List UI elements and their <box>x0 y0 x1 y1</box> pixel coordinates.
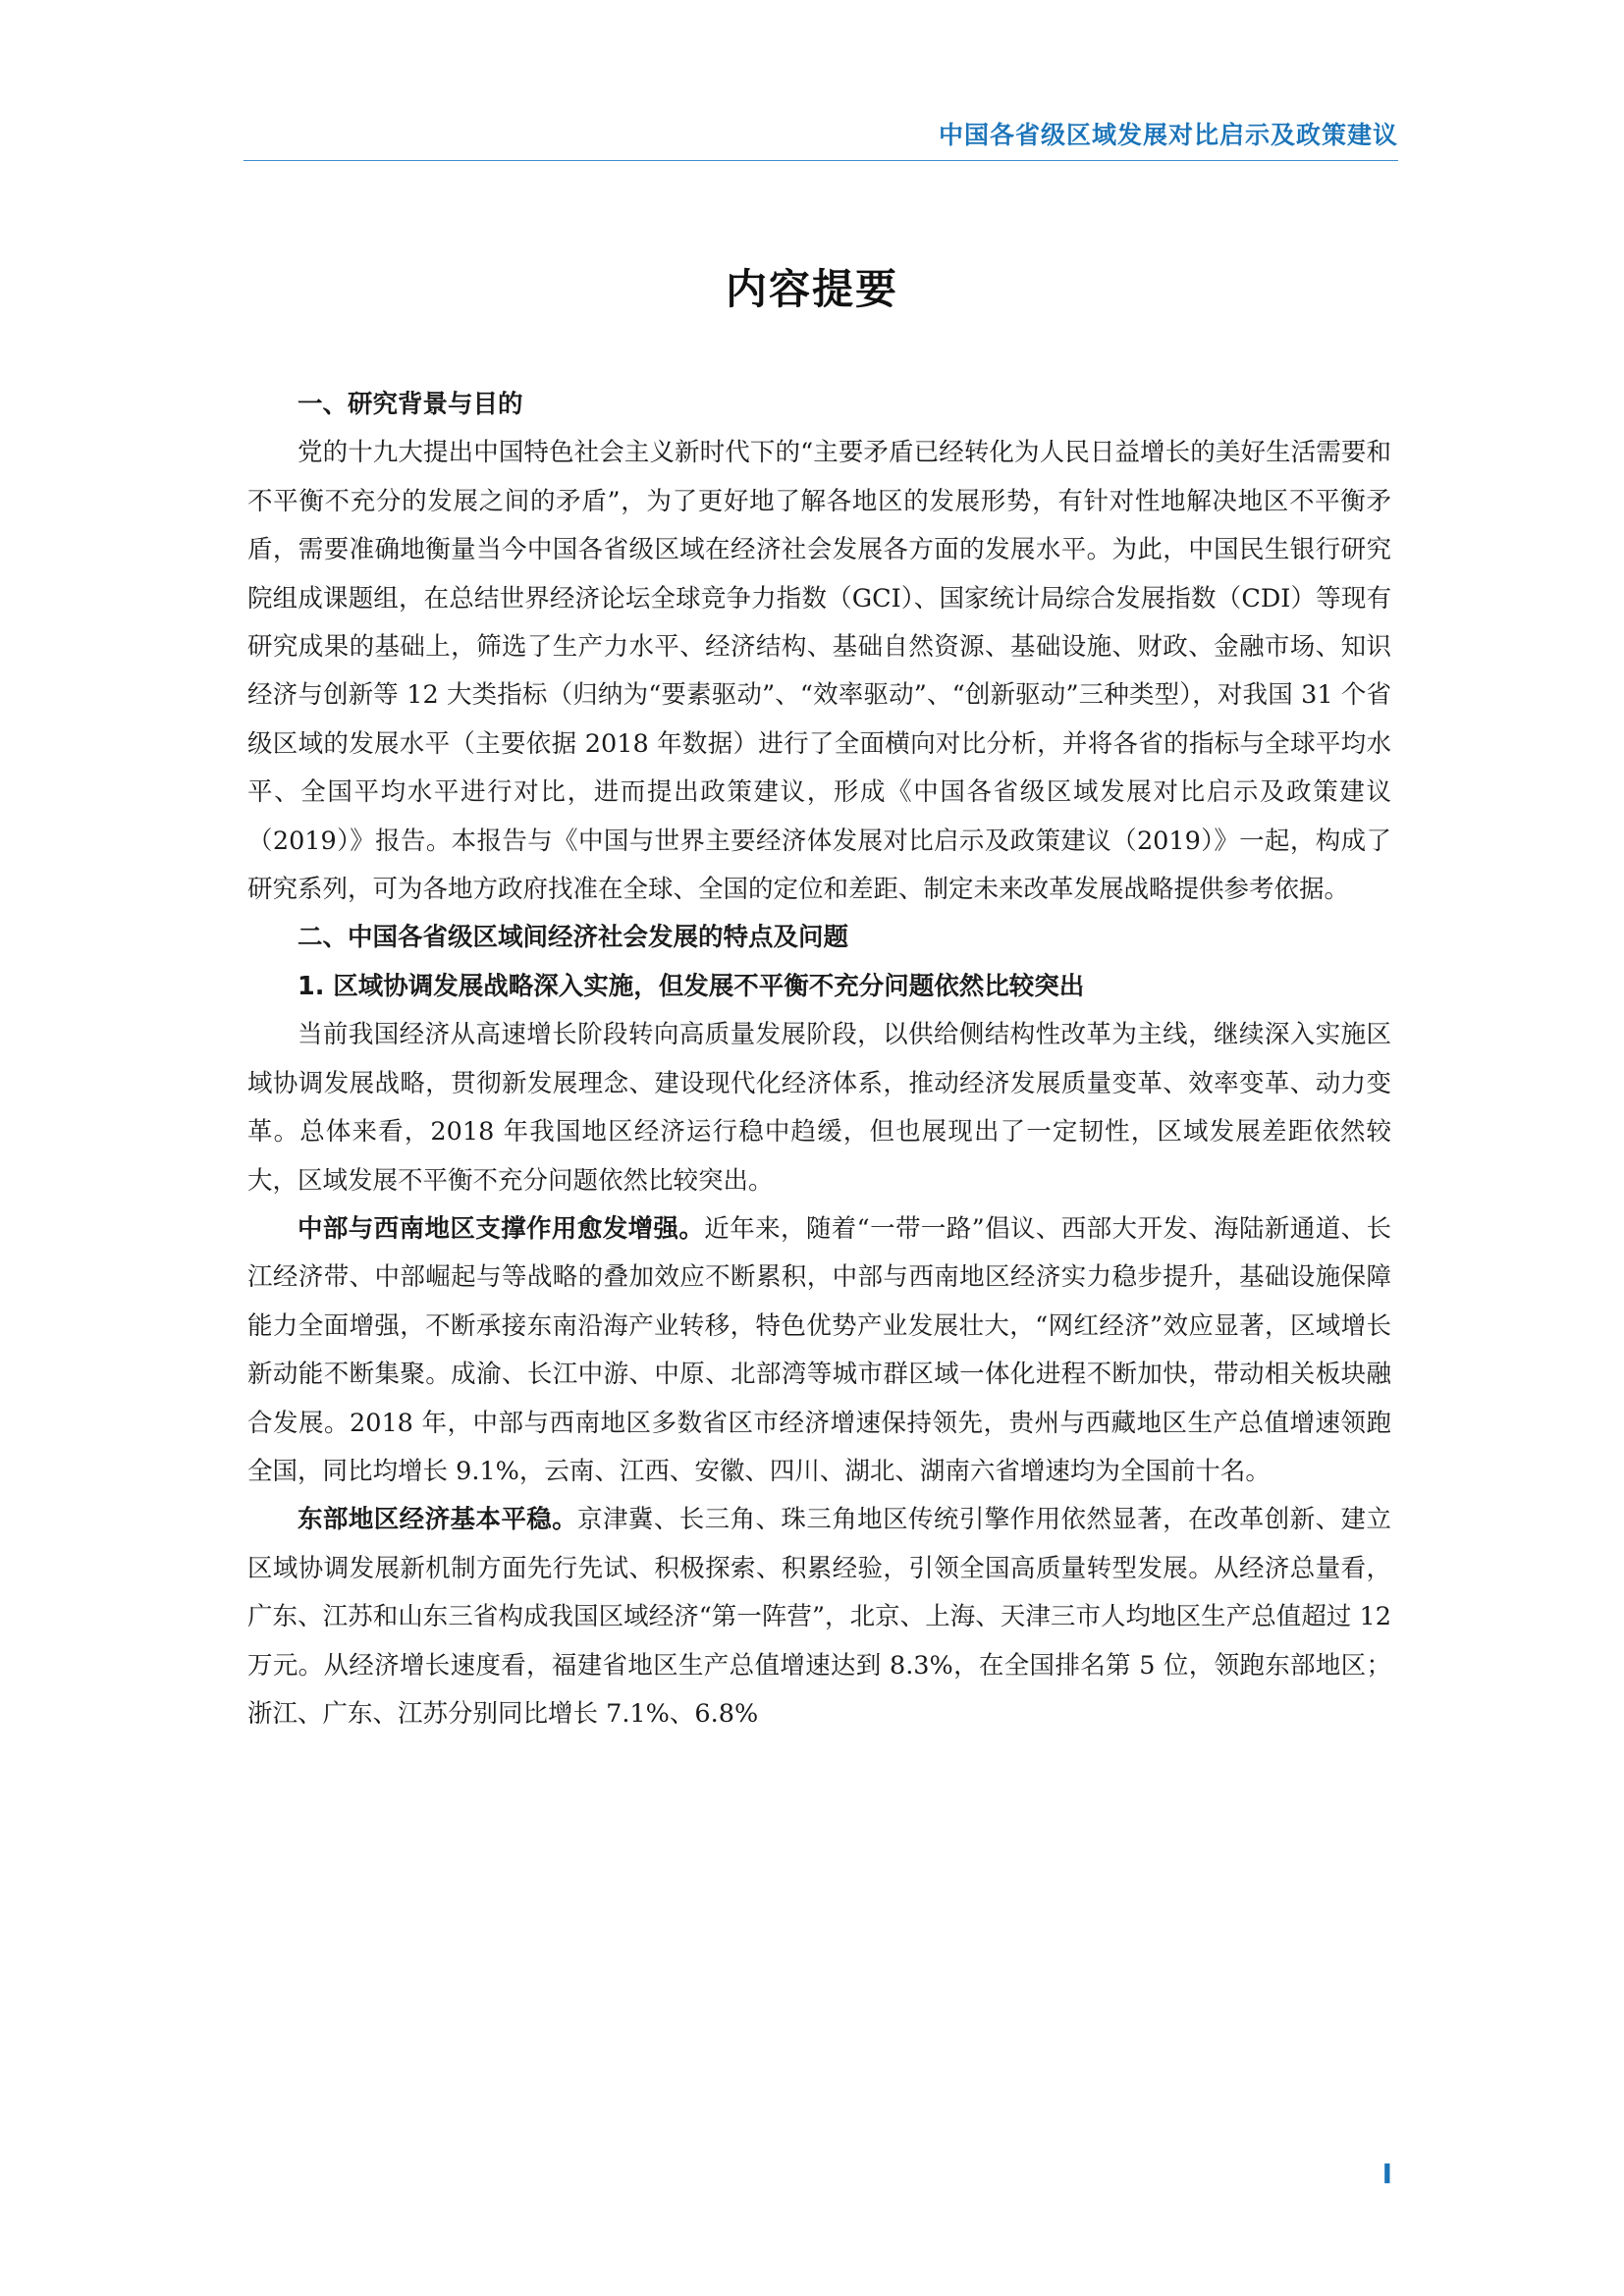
header-divider <box>244 160 1398 161</box>
paragraph-background: 党的十九大提出中国特色社会主义新时代下的“主要矛盾已经转化为人民日益增长的美好生活需要和不平衡不充分的发展之间的矛盾”，为了更好地了解各地区的发展形势，有针对性地解决地区不平衡矛盾，需要准确地衡量当今中国各省级区域在经济社会发展各方面的发展水平。为此，中国民生银行研究院组成课题组，在总结世界经济论坛全球竞争力指数（GCI）、国家统计局综合发展指数（CDI）等现有研究成果的基础上，筛选了生产力水平、经济结构、基础自然资源、基础设施、财政、金融市场、知识经济与创新等 12 大类指标（归纳为“要素驱动”、“效率驱动”、“创新驱动”三种类型），对我国 31 个省级区域的发展水平（主要依据 2018 年数据）进行了全面横向对比分析，并将各省的指标与全球平均水平、全国平均水平进行对比，进而提出政策建议，形成《中国各省级区域发展对比启示及政策建议（2019）》报告。本报告与《中国与世界主要经济体发展对比启示及政策建议（2019）》一起，构成了研究系列，可为各地方政府找准在全球、全国的定位和差距、制定未来改革发展战略提供参考依据。 <box>247 438 1391 905</box>
page-title: 内容提要 <box>725 265 898 313</box>
paragraph-overview: 当前我国经济从高速增长阶段转向高质量发展阶段，以供给侧结构性改革为主线，继续深入实施区域协调发展战略，贯彻新发展理念、建设现代化经济体系，推动经济发展质量变革、效率变革、动力变革。总体来看，2018 年我国地区经济运行稳中趋缓，但也展现出了一定韧性，区域发展差距依然较大，区域发展不平衡不充分问题依然比较突出。 <box>247 1020 1391 1196</box>
paragraph-lead: 中部与西南地区支撑作用愈发增强。 <box>298 1213 705 1244</box>
paragraph-lead: 东部地区经济基本平稳。 <box>298 1505 578 1535</box>
paragraph-text: 近年来，随着“一带一路”倡议、西部大开发、海陆新通道、长江经济带、中部崛起与等战略的叠加效应不断累积，中部与西南地区经济实力稳步提升，基础设施保障能力全面增强，不断承接东南沿海产业转移，特色优势产业发展壮大，“网红经济”效应显著，区域增长新动能不断集聚。成渝、长江中游、中原、北部湾等城市群区域一体化进程不断加快，带动相关板块融合发展。2018 年，中部与西南地区多数省区市经济增速保持领先，贵州与西藏地区生产总值增速领跑全国，同比均增长 9.1%，云南、江西、安徽、四川、湖北、湖南六省增速均为全国前十名。 <box>247 1213 1391 1486</box>
page-number: I <box>1381 2158 1392 2190</box>
paragraph-eastern <box>247 1496 1391 1738</box>
section-heading-features: 二、中国各省级区域间经济社会发展的特点及问题 <box>298 923 849 953</box>
body-content <box>247 381 1391 1738</box>
section-heading-background: 一、研究背景与目的 <box>298 390 523 419</box>
running-header: 中国各省级区域发展对比启示及政策建议 <box>938 121 1398 149</box>
paragraph-central-southwest <box>247 1205 1391 1496</box>
subsection-heading-coordination: 1. 区域协调发展战略深入实施，但发展不平衡不充分问题依然比较突出 <box>298 971 1085 1001</box>
paragraph-text: 京津冀、长三角、珠三角地区传统引擎作用依然显著，在改革创新、建立区域协调发展新机制方面先行先试、积极探索、积累经验，引领全国高质量转型发展。从经济总量看，广东、江苏和山东三省构成我国区域经济“第一阵营”，北京、上海、天津三市人均地区生产总值超过 12 万元。从经济增长速度看，福建省地区生产总值增速达到 8.3%，在全国排名第 5 位，领跑东部地区；浙江、广东、江苏分别同比增长 7.1%、6.8% <box>247 1505 1391 1729</box>
